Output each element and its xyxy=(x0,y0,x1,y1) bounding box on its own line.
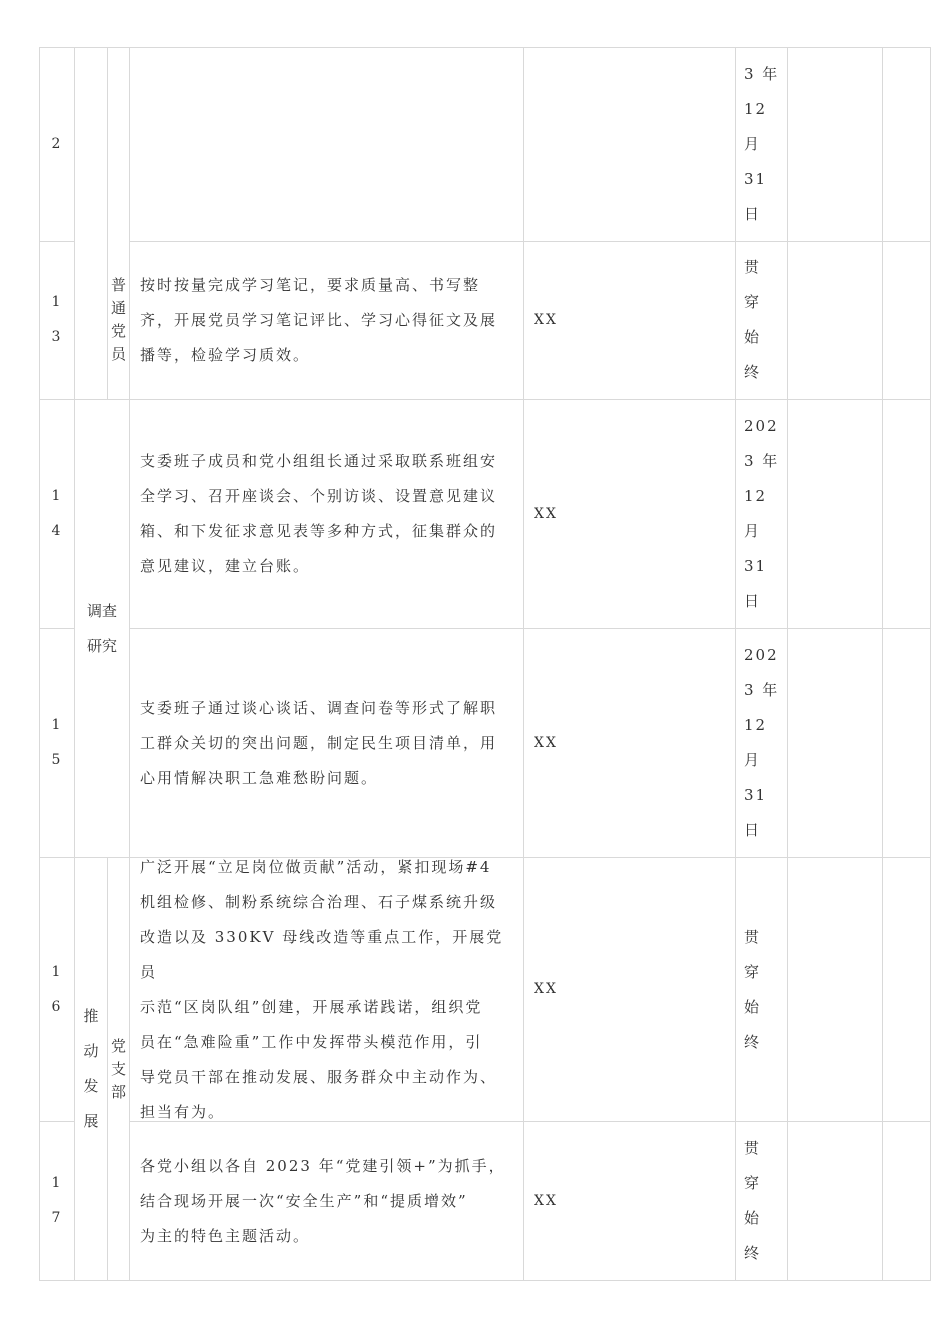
time-line: 日 xyxy=(744,204,762,223)
time-line: 日 xyxy=(744,592,762,610)
time-line: 31 xyxy=(744,786,768,804)
time-cell xyxy=(736,1122,787,1280)
content-line: 机组检修、制粉系统综合治理、石子煤系统升级 xyxy=(140,892,498,911)
time-line: 始 xyxy=(744,1209,762,1227)
responsible-text: XX xyxy=(534,505,558,522)
col-border xyxy=(882,47,883,1281)
time-line: 始 xyxy=(744,997,762,1016)
content-line: 按时按量完成学习笔记，要求质量高、书写整 xyxy=(140,275,481,294)
time-cell xyxy=(736,241,787,399)
row-number xyxy=(39,400,74,628)
row-border xyxy=(39,47,931,48)
time-line: 12 xyxy=(744,99,768,118)
content-cell xyxy=(130,241,523,399)
row-number-text: 16 xyxy=(51,963,62,1015)
content-line: 员在“急难险重”工作中发挥带头模范作用，引 xyxy=(140,1032,483,1051)
row-number-text: 17 xyxy=(51,1175,62,1226)
subject-cell xyxy=(108,858,129,1280)
responsible-cell xyxy=(524,1122,735,1280)
content-line: 支委班子通过谈心谈话、调查问卷等形式了解职 xyxy=(140,698,498,717)
time-cell xyxy=(736,400,787,628)
time-line: 穿 xyxy=(744,293,762,311)
subject-text: 普通党员 xyxy=(111,276,127,363)
time-line: 3 年 xyxy=(744,64,780,83)
time-cell xyxy=(736,47,787,241)
content-cell xyxy=(130,400,523,628)
content-line: 箱、和下发征求意见表等多种方式，征集群众的 xyxy=(140,522,498,540)
row-number xyxy=(39,1122,74,1280)
responsible-cell xyxy=(524,858,735,1121)
content-line: 结合现场开展一次“安全生产”和“提质增效” xyxy=(140,1191,468,1210)
content-line: 全学习、召开座谈会、个别访谈、设置意见建议 xyxy=(140,487,498,505)
time-line: 31 xyxy=(744,557,768,575)
responsible-text: XX xyxy=(534,734,558,751)
time-line: 202 xyxy=(744,646,779,664)
category-cell xyxy=(75,858,107,1280)
time-line: 贯 xyxy=(744,258,762,276)
category-text: 推动发展 xyxy=(83,1007,99,1130)
time-line: 日 xyxy=(744,821,762,839)
row-number-text: 2 xyxy=(51,135,62,152)
responsible-cell xyxy=(524,629,735,857)
time-line: 终 xyxy=(744,1244,762,1262)
time-line: 202 xyxy=(744,417,779,435)
time-line: 贯 xyxy=(744,1139,762,1157)
time-line: 终 xyxy=(744,1032,762,1051)
content-line: 齐，开展党员学习笔记评比、学习心得征文及展 xyxy=(140,310,498,329)
row-border xyxy=(39,1280,931,1281)
content-cell xyxy=(130,1122,523,1280)
content-cell xyxy=(130,858,523,1121)
col-border xyxy=(930,47,931,1281)
col-border xyxy=(787,47,788,1281)
row-number-text: 14 xyxy=(51,488,62,539)
time-line: 31 xyxy=(744,169,768,188)
content-line: 改造以及 330KV 母线改造等重点工作，开展党员 xyxy=(140,927,504,981)
time-line: 12 xyxy=(744,716,768,734)
content-line: 担当有为。 xyxy=(140,1102,226,1121)
time-line: 月 xyxy=(744,751,762,769)
content-line: 心用情解决职工急难愁盼问题。 xyxy=(140,768,379,787)
time-line: 贯 xyxy=(744,927,762,946)
category-text: 调查研究 xyxy=(86,601,117,655)
content-line: 工群众关切的突出问题，制定民生项目清单，用 xyxy=(140,733,498,752)
time-line: 12 xyxy=(744,487,768,505)
row-number-text: 15 xyxy=(51,717,62,768)
responsible-text: XX xyxy=(534,311,558,328)
subject-text: 党支部 xyxy=(111,1036,127,1101)
time-line: 终 xyxy=(744,363,762,381)
time-line: 始 xyxy=(744,328,762,346)
responsible-text: XX xyxy=(534,1192,558,1209)
content-cell xyxy=(130,629,523,857)
subject-cell xyxy=(108,241,129,399)
row-number-text: 13 xyxy=(51,294,62,345)
time-line: 月 xyxy=(744,134,762,153)
content-line: 导党员干部在推动发展、服务群众中主动作为、 xyxy=(140,1067,498,1086)
responsible-cell xyxy=(524,400,735,628)
content-line: 各党小组以各自 2023 年“党建引领+”为抓手， xyxy=(140,1156,506,1175)
time-cell xyxy=(736,629,787,857)
content-line: 示范“区岗队组”创建，开展承诺践诺，组织党 xyxy=(140,997,483,1016)
row-number xyxy=(39,629,74,857)
responsible-cell xyxy=(524,241,735,399)
row-number xyxy=(39,241,74,399)
content-line: 播等，检验学习质效。 xyxy=(140,345,311,364)
row-number xyxy=(39,858,74,1121)
content-line: 支委班子成员和党小组组长通过采取联系班组安 xyxy=(140,452,498,470)
time-cell xyxy=(736,858,787,1121)
time-line: 穿 xyxy=(744,962,762,981)
content-line: 为主的特色主题活动。 xyxy=(140,1226,311,1245)
content-line: 意见建议，建立台账。 xyxy=(140,557,311,575)
time-line: 3 年 xyxy=(744,681,780,699)
row-number xyxy=(39,47,74,241)
category-cell xyxy=(75,400,129,857)
time-line: 3 年 xyxy=(744,452,780,470)
time-line: 月 xyxy=(744,522,762,540)
content-line: 广泛开展“立足岗位做贡献”活动，紧扣现场#4 xyxy=(140,857,492,876)
responsible-text: XX xyxy=(534,981,558,997)
time-line: 穿 xyxy=(744,1174,762,1192)
